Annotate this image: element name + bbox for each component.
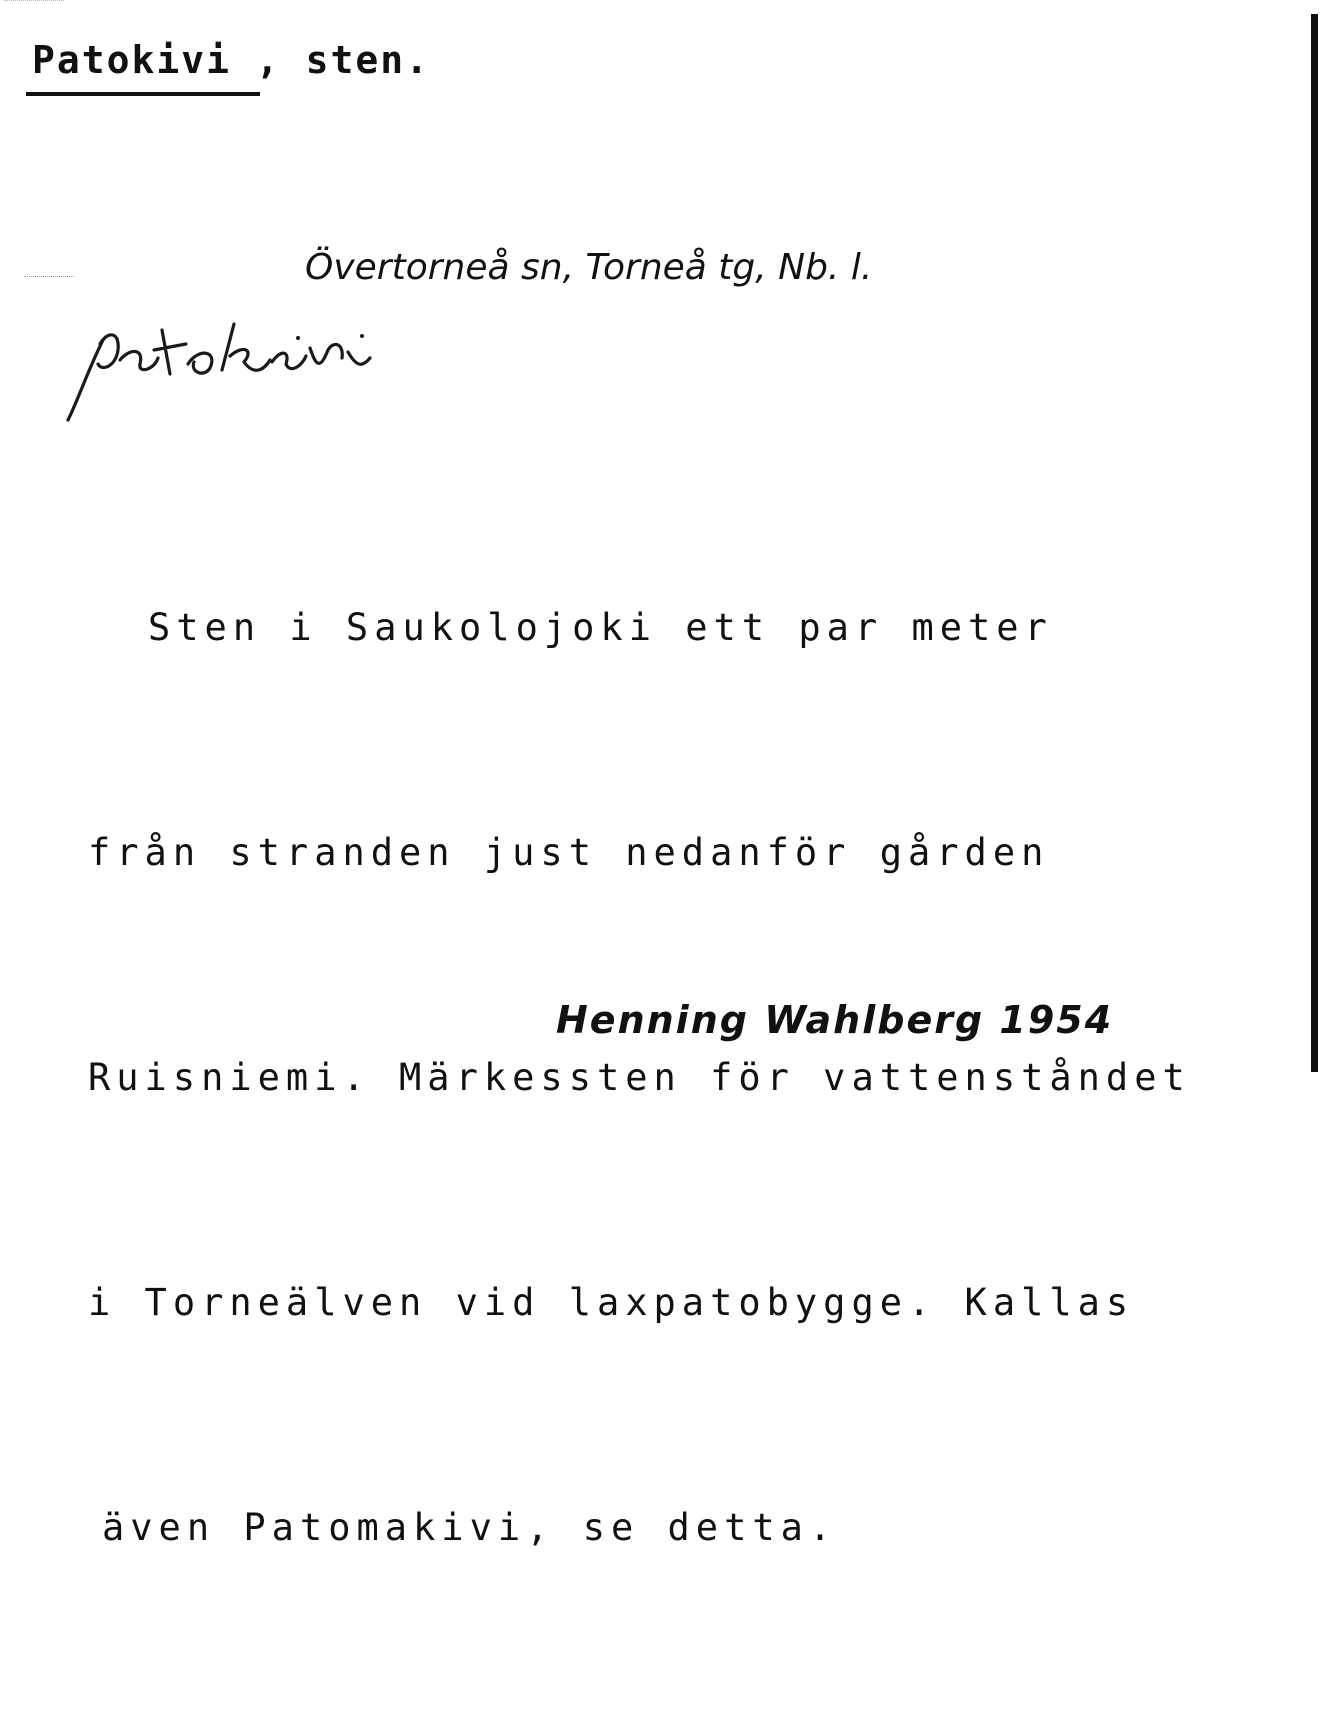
body-line-2: från stranden just nedanför gården xyxy=(88,831,1050,874)
handwriting-stroke xyxy=(68,324,370,420)
body-line-1: Sten i Saukolojoki ett par meter xyxy=(148,606,1053,649)
headword-underline xyxy=(26,92,260,96)
location-line: Övertorneå sn, Torneå tg, Nb. l. xyxy=(305,247,873,288)
headword xyxy=(32,38,256,82)
body-line-4: i Torneälven vid laxpatobygge. Kallas xyxy=(88,1281,1135,1324)
handwriting-dot xyxy=(360,334,364,338)
margin-dots xyxy=(24,276,74,279)
headword-text: Patokivi xyxy=(32,38,232,82)
card-right-edge xyxy=(1311,14,1318,1072)
headword-line xyxy=(32,38,430,82)
headword-suffix: , sten. xyxy=(255,38,431,82)
handwritten-word xyxy=(58,320,498,430)
signature: Henning Wahlberg 1954 xyxy=(556,998,1114,1042)
handwriting-dot xyxy=(296,336,300,340)
body-line-3: Ruisniemi. Märkessten för vattenståndet xyxy=(88,1056,1191,1099)
body-text xyxy=(88,440,1191,1715)
body-line-5: även Patomakivi, se detta. xyxy=(102,1506,838,1549)
scan-speck xyxy=(4,0,64,11)
